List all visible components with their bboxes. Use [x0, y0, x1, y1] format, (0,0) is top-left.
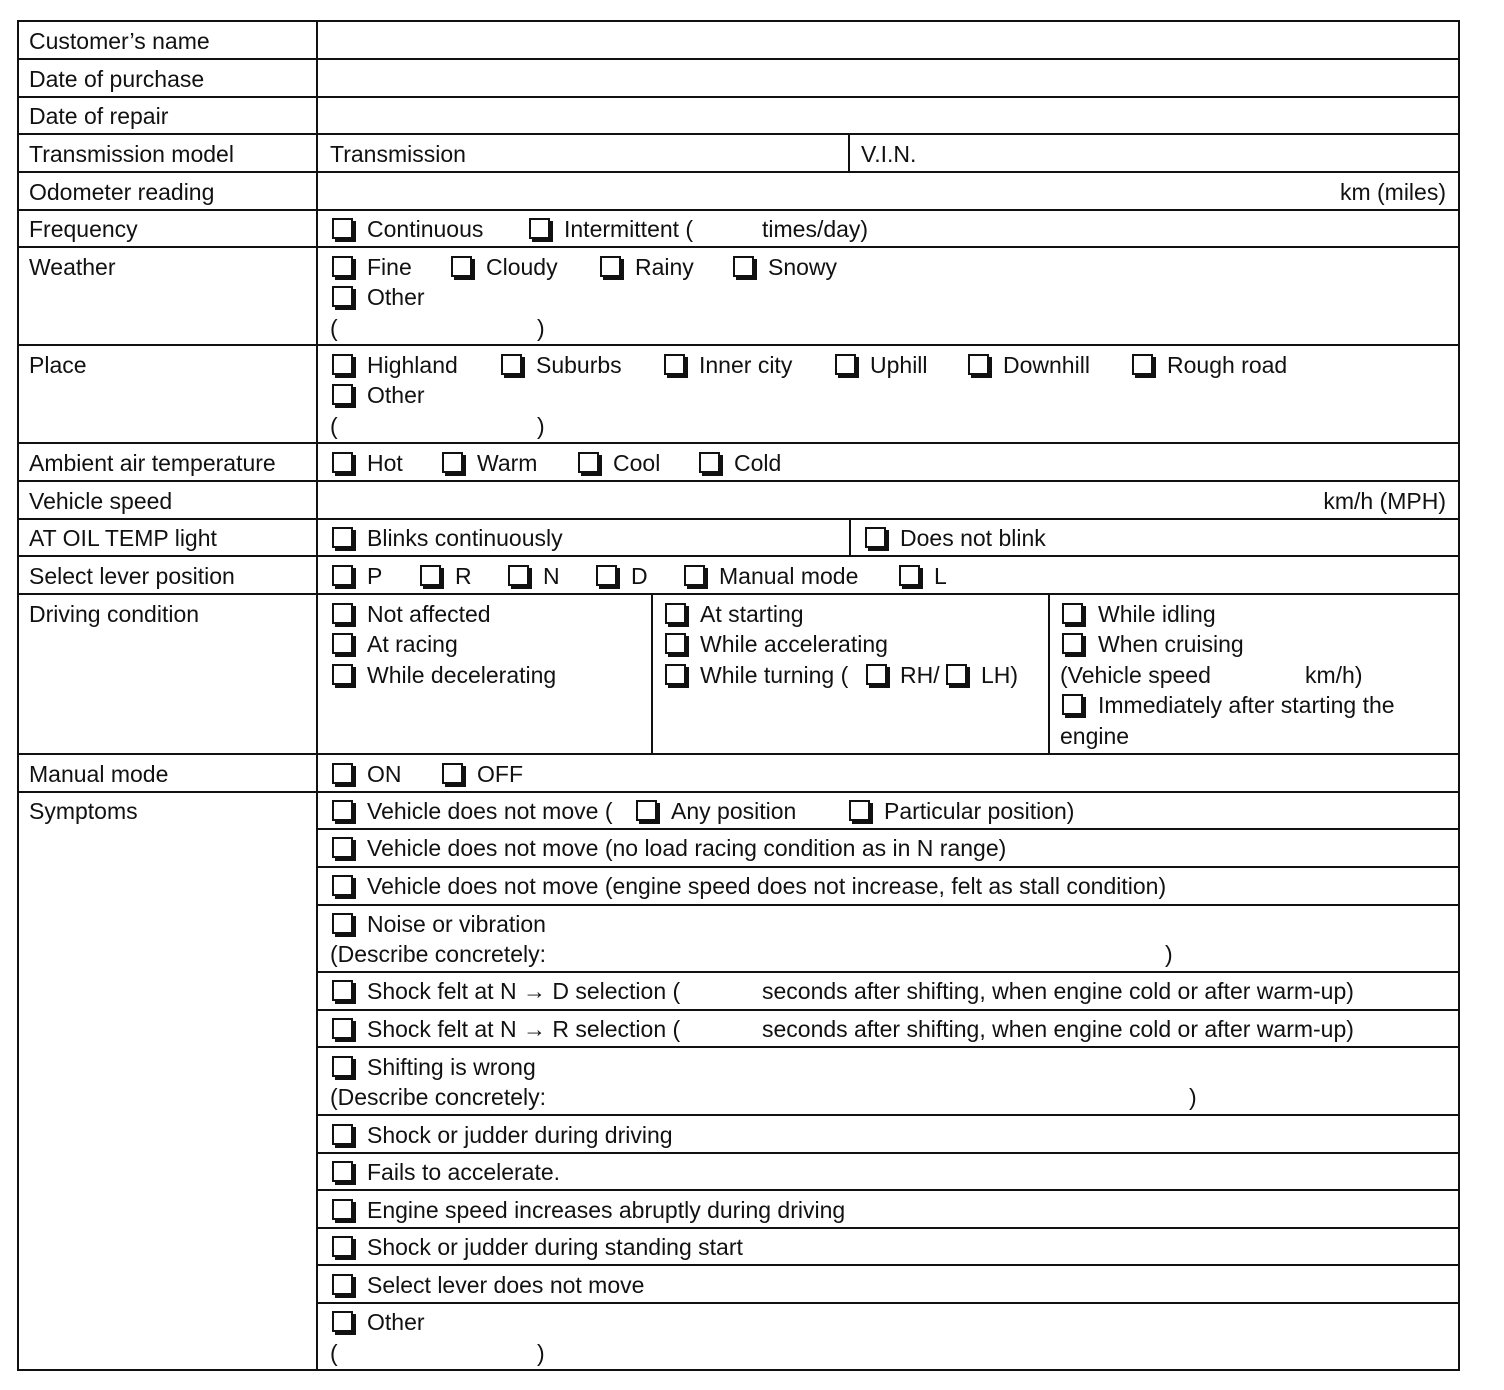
checkbox-cool[interactable] [578, 452, 599, 473]
checkbox-manual-on[interactable] [332, 763, 353, 784]
option-any-position: Any position [671, 798, 797, 824]
checkbox-shock-judder-start[interactable] [332, 1236, 353, 1257]
option-intermittent: Intermittent ( [564, 216, 694, 242]
option-rainy: Rainy [635, 254, 694, 280]
row-divider [318, 1264, 1458, 1266]
symptom-noise-vibration: Noise or vibration [367, 911, 546, 937]
option-lever-l: L [934, 563, 947, 589]
symptom-shock-n-d: Shock felt at N → D selection ( [367, 978, 681, 1004]
checkbox-snowy[interactable] [733, 256, 754, 277]
option-suburbs: Suburbs [536, 352, 622, 378]
option-manual-off: OFF [477, 761, 523, 787]
checkbox-manual-off[interactable] [442, 763, 463, 784]
row-divider [318, 904, 1458, 906]
option-while-idling: While idling [1098, 601, 1216, 627]
checkbox-turning-lh[interactable] [946, 664, 967, 685]
row-divider [318, 866, 1458, 868]
label-symptoms: Symptoms [29, 798, 138, 824]
place-other-paren-close: ) [537, 413, 545, 439]
option-particular-position: Particular position) [884, 798, 1075, 824]
option-while-accelerating: While accelerating [700, 631, 888, 657]
checkbox-any-position[interactable] [636, 800, 657, 821]
checkbox-shock-n-r[interactable] [332, 1018, 353, 1039]
place-other-paren-open: ( [330, 413, 338, 439]
option-cloudy: Cloudy [486, 254, 558, 280]
row-divider [19, 555, 1458, 557]
row-divider [318, 1009, 1458, 1011]
cell-divider [651, 593, 653, 753]
label-date-of-repair: Date of repair [29, 103, 169, 129]
label-customer-name: Customer’s name [29, 28, 210, 54]
row-divider [19, 246, 1458, 248]
option-continuous: Continuous [367, 216, 484, 242]
checkbox-while-turning[interactable] [665, 664, 686, 685]
option-lever-p: P [367, 563, 383, 589]
label-select-lever-position: Select lever position [29, 563, 235, 589]
checkbox-cold[interactable] [699, 452, 720, 473]
checkbox-no-move-no-load[interactable] [332, 837, 353, 858]
symptom-other-paren-close: ) [537, 1340, 545, 1366]
row-divider [19, 58, 1458, 60]
option-snowy: Snowy [768, 254, 838, 280]
option-hot: Hot [367, 450, 403, 476]
checkbox-shock-n-d[interactable] [332, 980, 353, 1001]
label-place: Place [29, 352, 87, 378]
checkbox-rainy[interactable] [600, 256, 621, 277]
symptom-fails-accelerate: Fails to accelerate. [367, 1159, 561, 1185]
symptom-vehicle-no-move: Vehicle does not move ( [367, 798, 613, 824]
row-divider [318, 1302, 1458, 1304]
row-divider [19, 593, 1458, 595]
row-divider [318, 1046, 1458, 1048]
option-weather-other: Other [367, 284, 425, 310]
option-highland: Highland [367, 352, 458, 378]
checkbox-while-idling[interactable] [1062, 603, 1083, 624]
row-divider [19, 209, 1458, 211]
option-downhill: Downhill [1003, 352, 1090, 378]
option-blinks-continuously: Blinks continuously [367, 525, 563, 551]
cell-divider [849, 518, 851, 555]
times-per-day: times/day) [762, 216, 869, 242]
checkbox-lever-manual-mode[interactable] [684, 565, 705, 586]
checkbox-turning-rh[interactable] [866, 664, 887, 685]
row-divider [318, 971, 1458, 973]
checkbox-at-racing[interactable] [332, 633, 353, 654]
row-divider [318, 1189, 1458, 1191]
checkbox-lever-r[interactable] [420, 565, 441, 586]
checkbox-particular-position[interactable] [849, 800, 870, 821]
checkbox-noise-vibration[interactable] [332, 913, 353, 934]
label-at-oil-temp-light: AT OIL TEMP light [29, 525, 217, 551]
row-divider [318, 1152, 1458, 1154]
checkbox-continuous[interactable] [332, 218, 353, 239]
checkbox-immediately-after-starting[interactable] [1062, 694, 1083, 715]
checkbox-at-starting[interactable] [665, 603, 686, 624]
row-divider [19, 133, 1458, 135]
row-divider [19, 753, 1458, 755]
option-while-decelerating: While decelerating [367, 662, 557, 688]
row-divider [318, 1227, 1458, 1229]
shifting-describe-close: ) [1189, 1084, 1197, 1110]
option-warm: Warm [477, 450, 538, 476]
checkbox-lever-not-move[interactable] [332, 1274, 353, 1295]
checkbox-lever-d[interactable] [596, 565, 617, 586]
symptom-shifting-wrong: Shifting is wrong [367, 1054, 536, 1080]
option-lever-d: D [631, 563, 648, 589]
checkbox-place-other[interactable] [332, 384, 353, 405]
label-manual-mode: Manual mode [29, 761, 169, 787]
shock-n-d-seconds: seconds after shifting, when engine cold or after warm-up) [762, 978, 1354, 1004]
noise-describe-label: (Describe concretely: [330, 941, 547, 967]
checkbox-hot[interactable] [332, 452, 353, 473]
row-divider [318, 1114, 1458, 1116]
row-divider [19, 480, 1458, 482]
option-immediately-after-starting: Immediately after starting the [1098, 692, 1395, 718]
row-divider [19, 442, 1458, 444]
diagnostic-worksheet-form [17, 20, 1460, 1371]
checkbox-weather-other[interactable] [332, 286, 353, 307]
label-vehicle-speed: Vehicle speed [29, 488, 173, 514]
checkbox-suburbs[interactable] [501, 354, 522, 375]
checkbox-rough-road[interactable] [1132, 354, 1153, 375]
symptom-other-paren-open: ( [330, 1340, 338, 1366]
option-cool: Cool [613, 450, 661, 476]
cell-divider [1048, 593, 1050, 753]
row-divider [19, 171, 1458, 173]
symptom-shock-judder-start: Shock or judder during standing start [367, 1234, 743, 1260]
option-inner-city: Inner city [699, 352, 793, 378]
option-lever-n: N [543, 563, 560, 589]
option-not-affected: Not affected [367, 601, 491, 627]
checkbox-intermittent[interactable] [529, 218, 550, 239]
shifting-describe-label: (Describe concretely: [330, 1084, 547, 1110]
option-when-cruising: When cruising [1098, 631, 1244, 657]
checkbox-lever-p[interactable] [332, 565, 353, 586]
vehicle-speed-unit: km/h (MPH) [1323, 488, 1446, 514]
checkbox-shock-judder-driving[interactable] [332, 1124, 353, 1145]
symptom-other: Other [367, 1309, 425, 1335]
label-date-of-purchase: Date of purchase [29, 66, 205, 92]
label-driving-condition: Driving condition [29, 601, 200, 627]
option-lever-manual-mode: Manual mode [719, 563, 859, 589]
transmission-field-label: Transmission [330, 141, 466, 167]
vin-field-label: V.I.N. [861, 141, 917, 167]
label-column-divider [316, 22, 318, 1369]
option-immediately-engine: engine [1060, 723, 1130, 749]
symptom-no-move-no-load: Vehicle does not move (no load racing condition as in N range) [367, 835, 1007, 861]
checkbox-inner-city[interactable] [664, 354, 685, 375]
symptom-engine-speed-abrupt: Engine speed increases abruptly during driving [367, 1197, 846, 1223]
checkbox-while-accelerating[interactable] [665, 633, 686, 654]
option-while-turning: While turning ( [700, 662, 849, 688]
option-at-racing: At racing [367, 631, 458, 657]
option-at-starting: At starting [700, 601, 804, 627]
cruising-vehicle-speed: (Vehicle speed [1060, 662, 1211, 688]
option-cold: Cold [734, 450, 782, 476]
option-fine: Fine [367, 254, 412, 280]
checkbox-highland[interactable] [332, 354, 353, 375]
row-divider [19, 791, 1458, 793]
checkbox-engine-speed-abrupt[interactable] [332, 1199, 353, 1220]
checkbox-fine[interactable] [332, 256, 353, 277]
checkbox-uphill[interactable] [835, 354, 856, 375]
weather-other-paren-open: ( [330, 315, 338, 341]
checkbox-while-decelerating[interactable] [332, 664, 353, 685]
option-uphill: Uphill [870, 352, 928, 378]
checkbox-vehicle-no-move[interactable] [332, 800, 353, 821]
noise-describe-close: ) [1165, 941, 1173, 967]
row-divider [19, 96, 1458, 98]
symptom-lever-not-move: Select lever does not move [367, 1272, 645, 1298]
cell-divider [848, 133, 850, 171]
checkbox-cloudy[interactable] [451, 256, 472, 277]
checkbox-fails-accelerate[interactable] [332, 1161, 353, 1182]
option-manual-on: ON [367, 761, 402, 787]
checkbox-shifting-wrong[interactable] [332, 1056, 353, 1077]
checkbox-no-move-stall[interactable] [332, 875, 353, 896]
label-odometer-reading: Odometer reading [29, 179, 215, 205]
label-transmission-model: Transmission model [29, 141, 234, 167]
checkbox-when-cruising[interactable] [1062, 633, 1083, 654]
label-weather: Weather [29, 254, 116, 280]
symptom-shock-n-r: Shock felt at N → R selection ( [367, 1016, 681, 1042]
row-divider [19, 344, 1458, 346]
odometer-unit: km (miles) [1339, 179, 1446, 205]
weather-other-paren-close: ) [537, 315, 545, 341]
option-does-not-blink: Does not blink [900, 525, 1046, 551]
checkbox-symptom-other[interactable] [332, 1311, 353, 1332]
checkbox-lever-l[interactable] [899, 565, 920, 586]
label-frequency: Frequency [29, 216, 138, 242]
label-ambient-air-temperature: Ambient air temperature [29, 450, 276, 476]
option-turning-lh: LH) [981, 662, 1019, 688]
checkbox-not-affected[interactable] [332, 603, 353, 624]
option-rough-road: Rough road [1167, 352, 1288, 378]
checkbox-does-not-blink[interactable] [865, 527, 886, 548]
checkbox-lever-n[interactable] [508, 565, 529, 586]
checkbox-downhill[interactable] [968, 354, 989, 375]
checkbox-blinks-continuously[interactable] [332, 527, 353, 548]
cruising-speed-unit: km/h) [1305, 662, 1363, 688]
symptom-shock-judder-driving: Shock or judder during driving [367, 1122, 673, 1148]
option-turning-rh: RH/ [900, 662, 940, 688]
checkbox-warm[interactable] [442, 452, 463, 473]
symptom-no-move-stall: Vehicle does not move (engine speed does not increase, felt as stall condition) [367, 873, 1167, 899]
shock-n-r-seconds: seconds after shifting, when engine cold or after warm-up) [762, 1016, 1354, 1042]
option-lever-r: R [455, 563, 472, 589]
row-divider [19, 518, 1458, 520]
row-divider [318, 828, 1458, 830]
option-place-other: Other [367, 382, 425, 408]
